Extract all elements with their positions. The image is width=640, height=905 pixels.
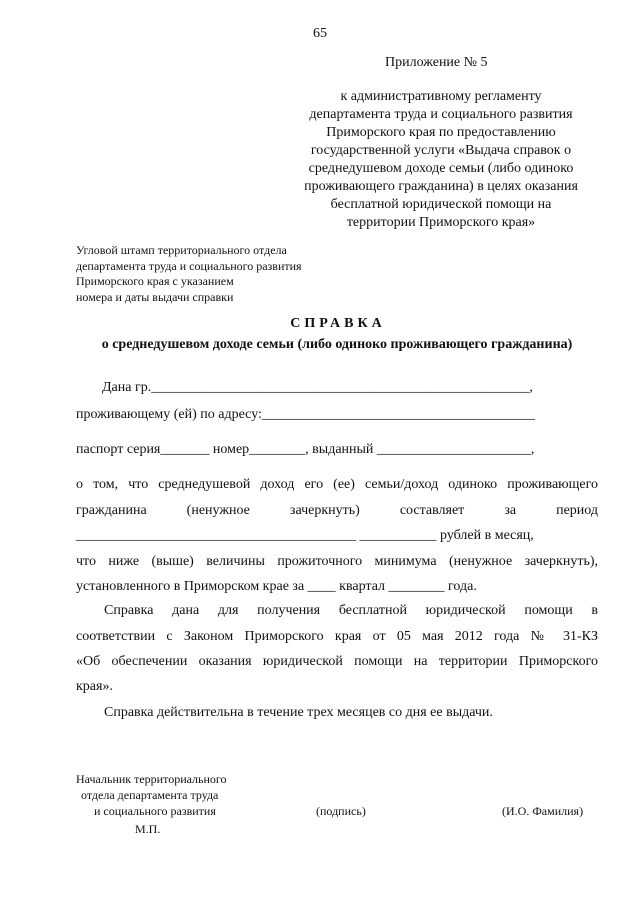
- appendix-line: государственной услуги «Выдача справок о: [310, 143, 572, 158]
- appendix-line: к административному регламенту: [340, 89, 542, 104]
- corner-stamp-note: [76, 243, 302, 305]
- purpose-line: Справка дана для получения бесплатной юридической помощи в: [104, 603, 598, 618]
- page-number: 65: [313, 26, 327, 41]
- document-subtitle: о среднедушевом доходе семьи (либо одиноко проживающего гражданина): [101, 337, 573, 352]
- appendix-line: департамента труда и социального развития: [309, 107, 573, 122]
- signature-position: Начальник территориального: [76, 772, 227, 786]
- name-label: (И.О. Фамилия): [502, 804, 584, 818]
- stamp-line: департамента труда и социального развития: [76, 258, 302, 273]
- seal-place-label: М.П.: [135, 822, 161, 836]
- form-line-income-2: гражданина (ненужное зачеркнуть) составляет за период: [76, 503, 598, 518]
- form-line-passport: паспорт серия_______ номер________, выданный ______________________,: [76, 442, 535, 457]
- stamp-line: номера и даты выдачи справки: [76, 289, 234, 304]
- appendix-title: Приложение № 5: [385, 55, 488, 70]
- appendix-line: бесплатной юридической помощи на: [330, 197, 552, 212]
- document-title: СПРАВКА: [290, 316, 386, 331]
- purpose-line: соответствии с Законом Приморского края от 05 мая 2012 года № 31-КЗ: [76, 629, 598, 644]
- appendix-description: [296, 88, 586, 232]
- form-line-address: проживающему (ей) по адресу:_______________________________________: [76, 407, 535, 422]
- purpose-line: края».: [76, 679, 113, 694]
- signature-label: (подпись): [316, 804, 366, 818]
- form-line-income-5: установленного в Приморском крае за ____ квартал ________ года.: [76, 579, 477, 594]
- appendix-line: проживающего гражданина) в целях оказания: [304, 179, 578, 194]
- appendix-line: Приморского края по предоставлению: [326, 125, 556, 140]
- appendix-line: среднедушевом доходе семьи (либо одиноко: [308, 161, 574, 176]
- validity-note: Справка действительна в течение трех месяцев со дня ее выдачи.: [104, 705, 493, 720]
- form-line-name: Дана гр.______________________________________________________,: [102, 380, 533, 395]
- form-line-income-3: ________________________________________ ___________ рублей в месяц,: [76, 528, 534, 543]
- appendix-line: территории Приморского края»: [346, 215, 536, 230]
- signature-position: отдела департамента труда: [81, 788, 219, 802]
- stamp-line: Угловой штамп территориального отдела: [76, 243, 287, 257]
- form-line-income-1: о том, что среднедушевой доход его (ее) семьи/доход одиноко проживающего: [76, 477, 598, 492]
- purpose-line: «Об обеспечении оказания юридической помощи на территории Приморского: [76, 654, 598, 669]
- stamp-line: Приморского края с указанием: [76, 274, 234, 288]
- signature-position: и социального развития: [94, 804, 216, 818]
- form-line-income-4: что ниже (выше) величины прожиточного минимума (ненужное зачеркнуть),: [76, 554, 598, 569]
